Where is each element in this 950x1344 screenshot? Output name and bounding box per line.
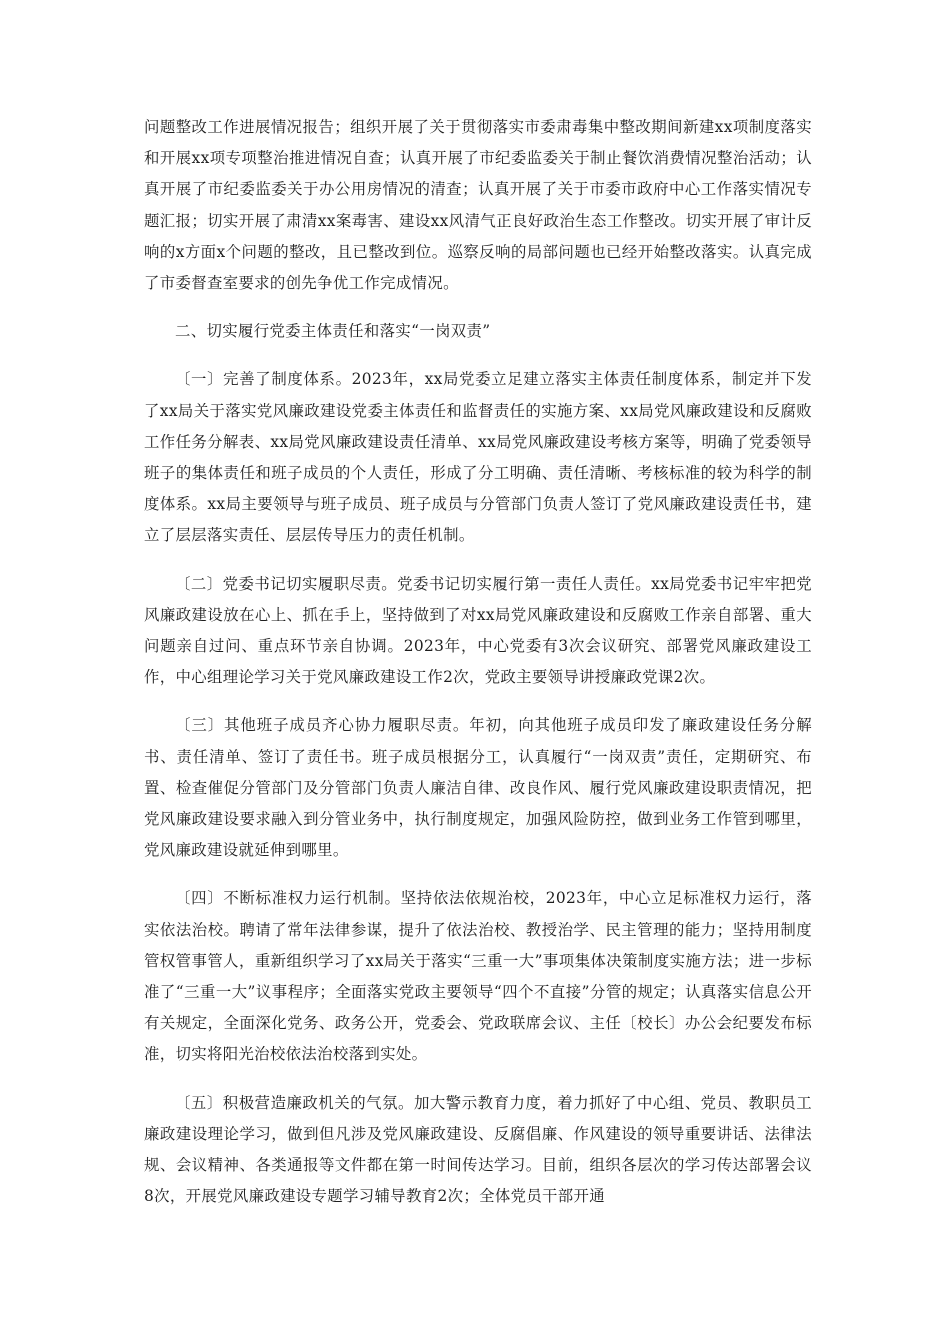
paragraph-item-3-team-members: 〔三〕其他班子成员齐心协力履职尽责。年初，向其他班子成员印发了廉政建设任务分解书、责任清单、签订了责任书。班子成员根据分工，认真履行“一岗双责”责任，定期研究、布置、检查催促分管部门及分管部门负责人廉洁自律、改良作风、履行党风廉政建设职责情况，把党风廉政建设要求融入到分管业务中，执行制度规定，加强风险防控，做到业务工作管到哪里，党风廉政建设就延伸到哪里。 [144, 716, 812, 860]
section-heading-two: 二、切实履行党委主体责任和落实“一岗双责” [175, 322, 491, 341]
paragraph-item-1-system: 〔一〕完善了制度体系。2023年，xx局党委立足建立落实主体责任制度体系，制定并下发了xx局关于落实党风廉政建设党委主体责任和监督责任的实施方案、xx局党风廉政建设和反腐败工作任务分解表、xx局党风廉政建设责任清单、xx局党风廉政建设考核方案等，明确了党委领导班子的集体责任和班子成员的个人责任，形成了分工明确、责任清晰、考核标准的较为科学的制度体系。xx局主要领导与班子成员、班子成员与分管部门负责人签订了党风廉政建设责任书，建立了层层落实责任、层层传导压力的责任机制。 [144, 370, 812, 545]
document-body [144, 112, 812, 1213]
paragraph-item-5-clean-atmosphere: 〔五〕积极营造廉政机关的气氛。加大警示教育力度，着力抓好了中心组、党员、教职员工廉政建设理论学习，做到但凡涉及党风廉政建设、反腐倡廉、作风建设的领导重要讲话、法律法规、会议精神、各类通报等文件都在第一时间传达学习。目前，组织各层次的学习传达部署会议8次，开展党风廉政建设专题学习辅导教育2次；全体党员干部开通 [144, 1093, 812, 1206]
paragraph-item-4-power-mechanism: 〔四〕不断标准权力运行机制。坚持依法依规治校，2023年，中心立足标准权力运行，落实依法治校。聘请了常年法律参谋，提升了依法治校、教授治学、民主管理的能力；坚持用制度管权管事管人，重新组织学习了xx局关于落实“三重一大”事项集体决策制度实施方法；进一步标准了“三重一大”议事程序；全面落实党政主要领导“四个不直接”分管的规定；认真落实信息公开有关规定，全面深化党务、政务公开，党委会、党政联席会议、主任〔校长〕办公会纪要发布标准，切实将阳光治校依法治校落到实处。 [144, 889, 812, 1064]
paragraph-item-2-secretary: 〔二〕党委书记切实履职尽责。党委书记切实履行第一责任人责任。xx局党委书记牢牢把党风廉政建设放在心上、抓在手上，坚持做到了对xx局党风廉政建设和反腐败工作亲自部署、重大问题亲自过问、重点环节亲自协调。2023年，中心党委有3次会议研究、部署党风廉政建设工作，中心组理论学习关于党风廉政建设工作2次，党政主要领导讲授廉政党课2次。 [144, 574, 812, 687]
paragraph-continued-rectification-report: 问题整改工作进展情况报告；组织开展了关于贯彻落实市委肃毒集中整改期间新建xx项制度落实和开展xx项专项整治推进情况自查；认真开展了市纪委监委关于制止餐饮消费情况整治活动；认真开展了市纪委监委关于办公用房情况的清查；认真开展了关于市委市政府中心工作落实情况专题汇报；切实开展了肃清xx案毒害、建设xx风清气正良好政治生态工作整改。切实开展了审计反响的x方面x个问题的整改，且已整改到位。巡察反响的局部问题也已经开始整改落实。认真完成了市委督查室要求的创先争优工作完成情况。 [144, 118, 812, 293]
